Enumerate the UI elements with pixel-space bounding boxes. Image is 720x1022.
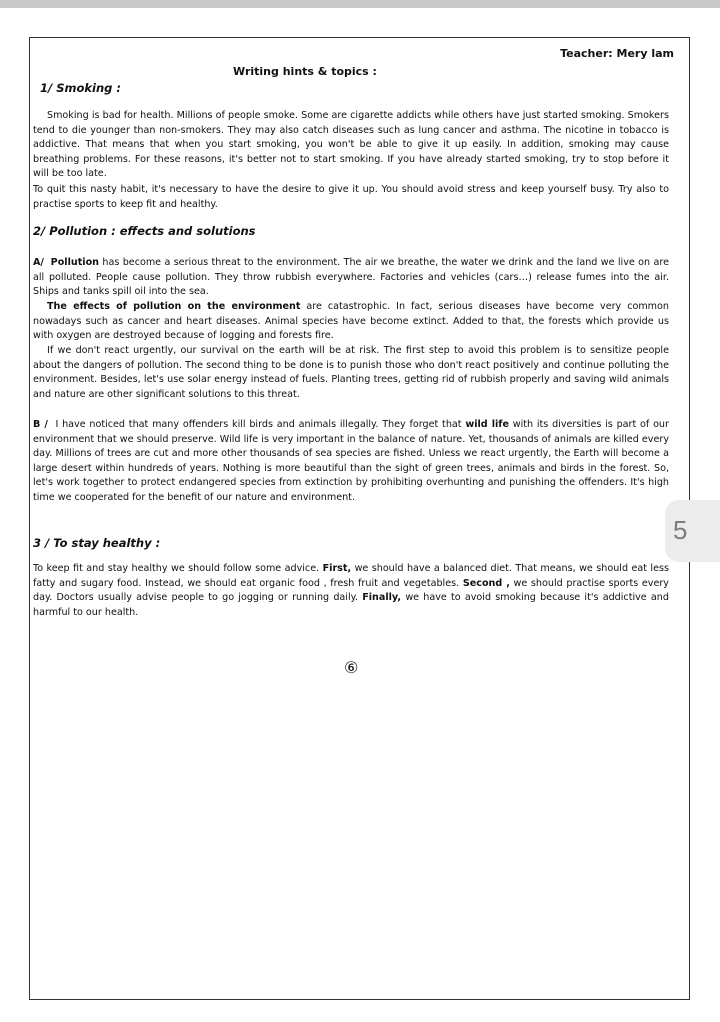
heading-smoking: 1/ Smoking : bbox=[40, 81, 121, 95]
section-a-label: A/ bbox=[33, 257, 44, 268]
pollution-effects-paragraph bbox=[33, 300, 669, 344]
effects-text: are catastrophic. In fact, serious diseases have become very common nowadays such as cancer and heart diseases. Animal species have become extinct. Added to that, the forests which provide us with oxygen are destroyed because of logging and forests fire. bbox=[33, 301, 669, 342]
healthy-text-3: we should practise sports every day. Doctors usually advise people to go jogging or running daily. bbox=[33, 577, 669, 604]
page-indicator-number: 5 bbox=[673, 515, 688, 545]
page-title: Writing hints & topics : bbox=[233, 65, 377, 78]
page-indicator-tab[interactable] bbox=[665, 500, 720, 562]
second-keyword: Second , bbox=[462, 577, 510, 589]
heading-pollution: 2/ Pollution : effects and solutions bbox=[33, 224, 256, 238]
wildlife-text-2: with its diversities is part of our environment that we should preserve. Wild life is very important in the balance of nature. Yet, thousands of animals are killed every day. Millions of trees are cut and more other thousands of sea species are fished. Unless we react urgently, the Earth will become a large desert within hundreds of years. Nothing is more beautiful than the sight of green trees, animals and birds in the forest. So, let's work together to protect endangered species from extinction by prohibiting overhunting and punishing the offenders. It's high time we cooperated for the benefit of our nature and environment. bbox=[33, 419, 669, 503]
healthy-text-4: we have to avoid smoking because it's addictive and harmful to our health. bbox=[33, 592, 669, 618]
effects-keyword: The effects of pollution on the environment bbox=[47, 301, 301, 312]
smoking-text-1: Smoking is bad for health. Millions of people smoke. Some are cigarette addicts while others have just started smoking. Smokers tend to die younger than non-smokers. They may also catch diseases such as lung cancer and asthma. The nicotine in tobacco is addictive. That means that when you start smoking, you won't be able to give it up easily. In addition, smoking may cause breathing problems. For these reasons, it's better not to start smoking. If you have already started smoking, try to stop before it will be too late. bbox=[33, 110, 669, 180]
pollution-paragraph-a bbox=[33, 256, 669, 300]
first-keyword: First, bbox=[322, 563, 352, 574]
healthy-text-2: we should have a balanced diet. That means, we should eat less fatty and sugary food. Instead, we should eat organic food , fresh fruit and vegetables. bbox=[33, 563, 669, 589]
finally-keyword: Finally, bbox=[362, 592, 402, 604]
solutions-text: If we don't react urgently, our survival on the earth will be at risk. The first step to avoid this problem is to sensitize people about the dangers of pollution. The second thing to be done is to punish those who don't react positively and continue polluting the environment. Besides, let's use solar energy instead of fuels. Planting trees, getting rid of rubbish properly and saving wild animals and nature are other significant solutions to this threat. bbox=[33, 345, 669, 400]
healthy-paragraph bbox=[33, 562, 669, 620]
pollution-a-text: has become a serious threat to the environment. The air we breathe, the water we drink and the land we live on are all polluted. People cause pollution. They throw rubbish everywhere. Factories and vehicles (cars…) release fumes into the air. Ships and tanks spill oil into the sea. bbox=[33, 257, 669, 298]
pollution-keyword: Pollution bbox=[50, 257, 99, 268]
pollution-paragraph-b bbox=[33, 418, 669, 506]
wildlife-text-1: I have noticed that many offenders kill birds and animals illegally. They forget that bbox=[55, 419, 462, 430]
heading-healthy: 3 / To stay healthy : bbox=[33, 536, 161, 550]
top-border-bar bbox=[0, 0, 720, 8]
page-number: ⑥ bbox=[344, 658, 359, 677]
healthy-text-1: To keep fit and stay healthy we should follow some advice. bbox=[33, 563, 320, 574]
wildlife-keyword: wild life bbox=[465, 419, 509, 430]
teacher-name: Teacher: Mery lam bbox=[560, 47, 674, 60]
smoking-paragraph-2: To quit this nasty habit, it's necessary to have the desire to give it up. You should avoid stress and keep yourself busy. Try also to practise sports to keep fit and healthy. bbox=[33, 184, 669, 210]
smoking-paragraph-1 bbox=[33, 109, 669, 182]
section-b-label: B / bbox=[33, 419, 48, 430]
pollution-solutions-paragraph bbox=[33, 344, 669, 402]
